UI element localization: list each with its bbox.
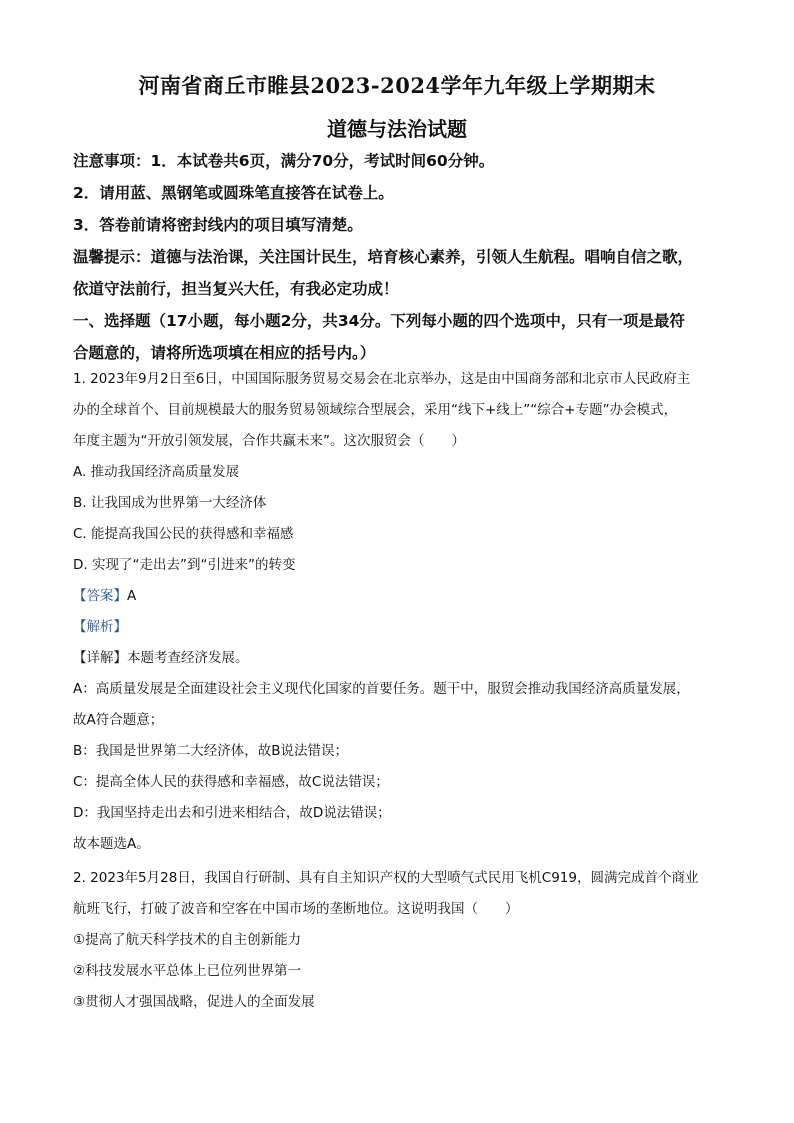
detail-line: 【详解】本题考查经济发展。 [73, 650, 249, 666]
section-heading: 合题意的，请将所选项填在相应的括号内。） [73, 344, 376, 362]
note-line: 3．答卷前请将密封线内的项目填写清楚。 [73, 216, 363, 234]
detail-line: A：高质量发展是全面建设社会主义现代化国家的首要任务。题干中，服贸会推动我国经济高质量发展， [73, 681, 690, 697]
detail-line: D：我国坚持走出去和引进来相结合，故D说法错误； [73, 805, 391, 821]
note-line: 2．请用蓝、黑钢笔或圆珠笔直接答在试卷上。 [73, 184, 394, 202]
detail-line: B：我国是世界第二大经济体，故B说法错误； [73, 743, 349, 759]
option-a: A. 推动我国经济高质量发展 [73, 464, 240, 480]
answer-line [73, 581, 723, 612]
analysis-tag: 【解析】 [73, 619, 127, 635]
answer-value: A [127, 588, 137, 604]
question-2 [73, 863, 723, 1018]
question-stem: 1. 2023年9月2日至6日，中国国际服务贸易交易会在北京举办，这是由中国商务部和北京市人民政府主 [73, 371, 691, 387]
analysis-line [73, 612, 723, 643]
statement-item: ②科技发展水平总体上已位列世界第一 [73, 963, 302, 979]
question-1 [73, 364, 723, 860]
tip-line: 依道守法前行，担当复兴大任，有我必定功成！ [73, 280, 399, 298]
option-c: C. 能提高我国公民的获得感和幸福感 [73, 526, 294, 542]
detail-line: C：提高全体人民的获得感和幸福感，故C说法错误； [73, 774, 389, 790]
section-heading: 一、选择题（17小题，每小题2分，共34分。下列每小题的四个选项中，只有一项是最符 [73, 312, 685, 330]
note-line: 注意事项：1．本试卷共6页，满分70分，考试时间60分钟。 [73, 152, 495, 170]
detail-line: 故A符合题意； [73, 712, 164, 728]
statement-item: ①提高了航天科学技术的自主创新能力 [73, 932, 302, 948]
question-stem: 航班飞行，打破了波音和空客在中国市场的垄断地位。这说明我国（ ） [73, 901, 519, 917]
question-stem: 年度主题为“开放引领发展，合作共赢未来”。这次服贸会（ ） [73, 433, 465, 449]
question-stem: 2. 2023年5月28日，我国自行研制、具有自主知识产权的大型喷气式民用飞机C919，圆满完成首个商业 [73, 870, 699, 886]
tip-line: 温馨提示：道德与法治课，关注国计民生，培育核心素养，引领人生航程。唱响自信之歌， [73, 248, 694, 266]
answer-tag: 【答案】 [73, 588, 127, 604]
option-b: B. 让我国成为世界第一大经济体 [73, 495, 267, 511]
option-d: D. 实现了“走出去”到“引进来”的转变 [73, 557, 296, 573]
statement-item: ③贯彻人才强国战略，促进人的全面发展 [73, 994, 315, 1010]
exam-notes [73, 145, 723, 369]
document-subtitle: 道德与法治试题 [327, 117, 467, 141]
detail-line: 故本题选A。 [73, 836, 150, 852]
question-stem: 办的全球首个、目前规模最大的服务贸易领域综合型展会，采用“线下+线上”“综合+专题”办会模式， [73, 402, 678, 418]
document-title: 河南省商丘市睢县2023-2024学年九年级上学期期末 [138, 73, 656, 98]
